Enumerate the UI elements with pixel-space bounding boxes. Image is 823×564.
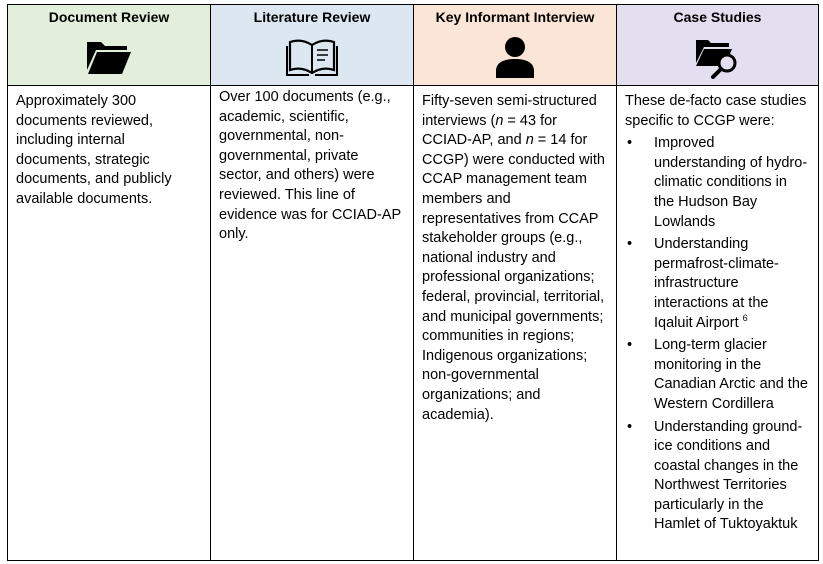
content-row: [8, 86, 819, 561]
list-item: [625, 235, 810, 333]
n-symbol: n: [525, 132, 534, 149]
header-case-studies: [617, 5, 819, 86]
key-informant-cell: [414, 86, 617, 561]
literature-review-cell: [211, 86, 414, 561]
case-studies-content: [617, 86, 818, 535]
list-item-text: Improved understanding of hydro-climatic conditions in the Hudson Bay Lowlands: [654, 135, 808, 230]
header-key-informant-interview: [414, 5, 617, 86]
key-informant-text: [414, 86, 616, 425]
header-title: Case Studies: [673, 9, 762, 25]
case-studies-cell: [617, 86, 819, 561]
header-title: Document Review: [48, 9, 170, 25]
text-segment: = 14 for CCGP) were conducted with CCAP management team members and representatives from CCAP stakeholder groups (e.g., national industry and professional organizations; federal, provincial, territorial, and municipal governments; communities in regions; Indigenous organizations; non-governmental organizations; and academia).: [422, 132, 605, 423]
text-segment: = 43 for CCIAD-AP, and: [422, 112, 558, 149]
evidence-table: [7, 4, 819, 561]
header-row: [8, 5, 819, 86]
footnote-marker[interactable]: 6: [742, 312, 748, 323]
list-item-text: Understanding ground-ice conditions and coastal changes in the Northwest Territories particularly in the Hamlet of Tuktoyaktuk: [654, 418, 803, 533]
bullet: •: [627, 418, 633, 435]
header-title: Literature Review: [253, 9, 371, 25]
bullet: •: [627, 135, 633, 152]
literature-review-text: Over 100 documents (e.g., academic, scientific, governmental, non-governmental, private sector, and others) were reviewed. This line of evidence was for CCIAD-AP only.: [219, 89, 401, 243]
list-item-text: Long-term glacier monitoring in the Canadian Arctic and the Western Cordillera: [654, 337, 808, 412]
text-segment: Fifty-seven semi-structured interviews (: [422, 93, 597, 129]
list-item-text: Understanding permafrost-climate-infrastructure interactions at the Iqaluit Airport: [654, 236, 779, 331]
person-icon: [414, 31, 616, 83]
bullet: •: [627, 337, 633, 354]
list-item: [625, 418, 810, 536]
case-studies-intro: These de-facto case studies specific to CCGP were:: [625, 93, 807, 129]
document-review-cell: [8, 86, 211, 561]
bullet: •: [627, 236, 633, 253]
folder-search-icon: [617, 31, 818, 83]
header-title: Key Informant Interview: [435, 9, 595, 25]
folder-icon: [8, 31, 210, 83]
book-icon: [211, 31, 413, 83]
case-studies-list: [625, 134, 810, 535]
document-review-text: Approximately 300 documents reviewed, including internal documents, strategic documents, and publicly available documents.: [16, 93, 172, 207]
list-item: [625, 134, 810, 232]
header-literature-review: [211, 5, 414, 86]
list-item: [625, 336, 810, 414]
n-symbol: n: [495, 112, 504, 129]
header-document-review: [8, 5, 211, 86]
